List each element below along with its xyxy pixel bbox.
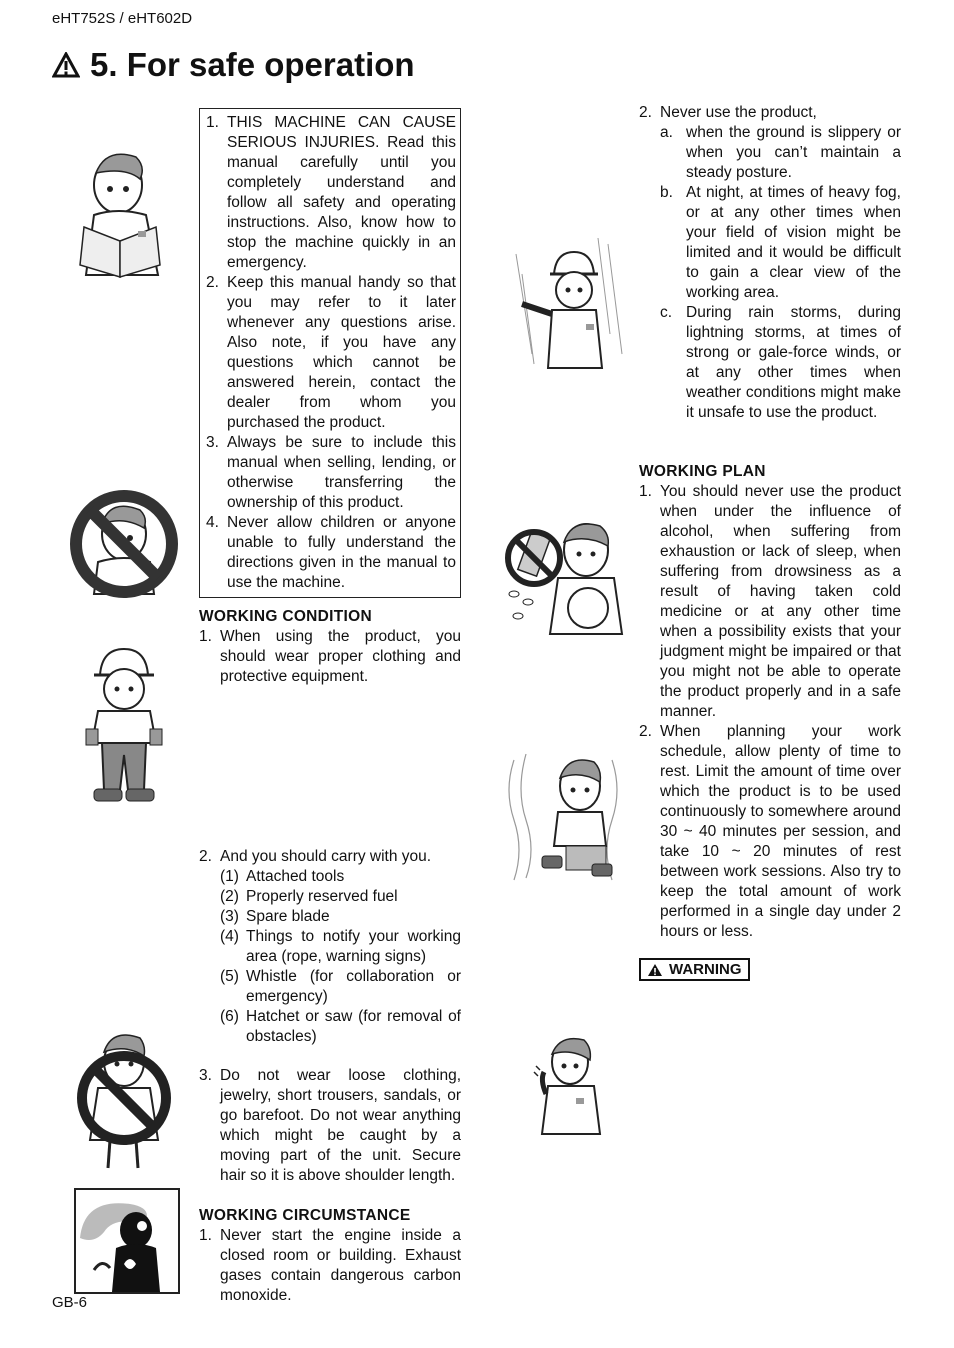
- carry-section: [199, 847, 461, 1047]
- warning-label: [639, 958, 750, 981]
- no-loose-clothing-illustration: [74, 1022, 174, 1174]
- warning-triangle-icon: [52, 52, 80, 78]
- clothing-section: [199, 1066, 461, 1186]
- carry-list-item: (6) Hatchet or saw (for removal of obstacles): [220, 1008, 461, 1045]
- never-use-section: [639, 103, 901, 423]
- carry-list-item: (3) Spare blade: [220, 908, 330, 925]
- working-plan-heading: WORKING PLAN: [639, 463, 766, 480]
- list-item: 1. Never start the engine inside a closed room or building. Exhaust gases contain dangerous carbon monoxide.: [199, 1227, 461, 1304]
- page-number: GB-6: [52, 1294, 88, 1311]
- list-item: 3. Always be sure to include this manual when selling, lending, or otherwise transferring the ownership of this product.: [206, 434, 456, 511]
- rest-illustration: [500, 750, 632, 882]
- list-item: 2. Never use the product,: [639, 104, 817, 121]
- sub-list-item: c. During rain storms, during lightning storms, at times of strong or gale-force winds, or at any other times when weather conditions might make it unsafe to use the product.: [660, 304, 901, 421]
- list-item: 2. When planning your work schedule, allow plenty of time to rest. Limit the amount of time over which the product is to be used continuously to somewhere around 30 ~ 40 minutes per session, and take 10 ~ 20 minutes of rest between work sessions. Also try to keep the total amount of work performed in a single day under 2 hours or less.: [639, 723, 901, 940]
- carry-list-item: (1) Attached tools: [220, 868, 345, 885]
- list-item: 4. Never allow children or anyone unable to fully understand the directions given in the manual to use the machine.: [206, 514, 456, 591]
- list-item: 1. THIS MACHINE CAN CAUSE SERIOUS INJURIES. Read this manual carefully until you completely understand and follow all safety and operating instructions. Also, know how to stop the machine quickly in an emergency.: [206, 114, 456, 271]
- list-item: 3. Do not wear loose clothing, jewelry, short trousers, sandals, or go barefoot. Do not wear anything which might be caught by a moving part of the unit. Secure hair so it is above shoulder length.: [199, 1067, 461, 1184]
- reading-manual-illustration: [76, 145, 166, 285]
- page-title: [52, 46, 415, 84]
- working-condition-heading: WORKING CONDITION: [199, 608, 373, 625]
- exhaust-gas-illustration: [74, 1188, 180, 1294]
- bad-weather-illustration: [512, 234, 626, 370]
- sub-list-item: b. At night, at times of heavy fog, or at any other times when your field of vision might be limited and it would be difficult to gain a clear view of the working area.: [660, 184, 901, 301]
- working-condition-section: [199, 607, 461, 687]
- working-circumstance-heading: WORKING CIRCUMSTANCE: [199, 1207, 411, 1224]
- protective-equipment-illustration: [82, 645, 166, 805]
- list-item: 2. And you should carry with you.: [199, 848, 432, 865]
- working-plan-section: [639, 462, 901, 942]
- no-children-illustration: [68, 488, 180, 600]
- page-title-text: 5. For safe operation: [90, 46, 415, 83]
- warning-label-container: [639, 958, 750, 982]
- sub-list-item: a. when the ground is slippery or when you can’t maintain a steady posture.: [660, 124, 901, 181]
- no-alcohol-illustration: [500, 512, 632, 636]
- document-model-header: eHT752S / eHT602D: [52, 10, 193, 27]
- carry-list-item: (2) Properly reserved fuel: [220, 888, 398, 905]
- warning-triangle-icon: [647, 963, 663, 977]
- carry-list-item: (4) Things to notify your working area (rope, warning signs): [220, 928, 461, 965]
- carry-list-item: (5) Whistle (for collaboration or emergency): [220, 968, 461, 1005]
- list-item: 2. Keep this manual handy so that you may refer to it later whenever any questions arise. Also note, if you have any questions which cannot be answered herein, contact the dealer from whom you purchased the product.: [206, 274, 456, 431]
- list-item: 1. You should never use the product when under the influence of alcohol, when suffering from exhaustion or lack of sleep, when suffering from drowsiness as a result of having taken cold medicine or at any other time when a possibility exists that your judgment might be impaired or that you might not be able to operate the product properly and in a safe manner.: [639, 483, 901, 720]
- warning-label-text: WARNING: [669, 961, 742, 978]
- intro-box: [199, 108, 461, 598]
- working-circumstance-section: [199, 1206, 461, 1306]
- vibration-warning-illustration: [530, 1032, 602, 1136]
- list-item: 1. When using the product, you should wear proper clothing and protective equipment.: [199, 628, 461, 685]
